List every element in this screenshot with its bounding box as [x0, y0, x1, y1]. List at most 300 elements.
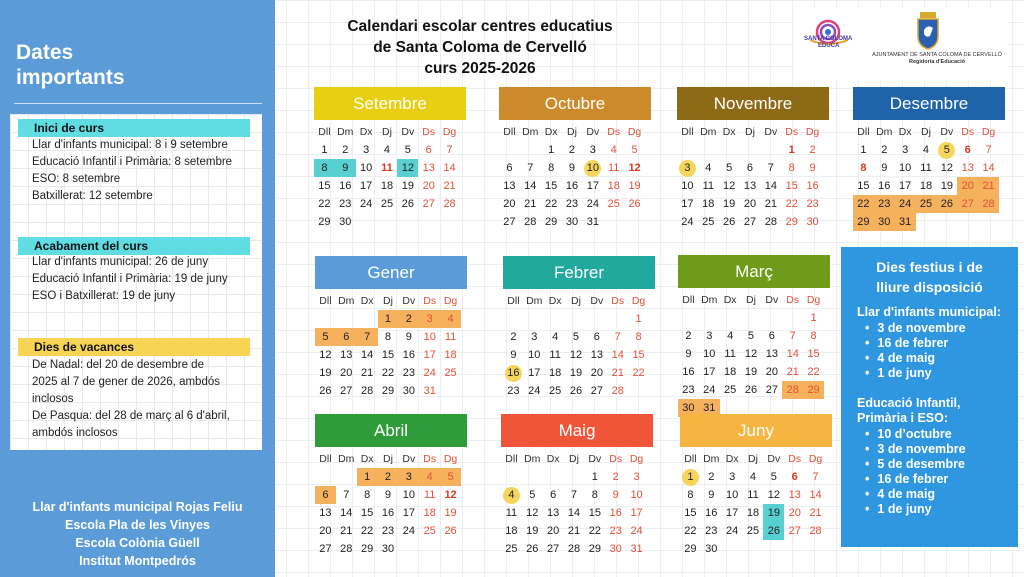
month-header: Febrer: [503, 256, 655, 289]
day-cell: 17: [586, 180, 599, 192]
day-cell: 31: [699, 399, 720, 417]
empty-cell: [678, 309, 699, 327]
festius-group-title: Educació Infantil,: [857, 396, 961, 410]
month-calendar: [315, 256, 467, 400]
day-cell: 7: [446, 144, 453, 156]
day-cell: 2: [708, 471, 715, 483]
day-cell: 26: [936, 195, 957, 213]
weekday-label: Dg: [442, 126, 457, 138]
weekday-label: Dj: [383, 295, 393, 307]
day-cell: 21: [443, 180, 456, 192]
day-cell: 17: [726, 507, 739, 519]
day-cell: 18: [607, 180, 620, 192]
section-head-inici: Inici de curs: [18, 119, 250, 137]
day-cell: 12: [940, 162, 953, 174]
day-cell: 18: [549, 367, 562, 379]
day-cell: 6: [425, 144, 432, 156]
day-cell: 17: [423, 349, 436, 361]
day-cell: 9: [384, 489, 392, 501]
day-cell: 20: [319, 525, 332, 537]
day-cell: 21: [978, 177, 999, 195]
day-cell: 23: [682, 384, 695, 396]
day-cell: 2: [342, 144, 349, 156]
day-cell: 7: [570, 489, 578, 501]
weekday-label: Dx: [546, 453, 560, 465]
day-cell: 29: [785, 216, 798, 228]
day-cell: 18: [919, 180, 933, 192]
day-cell: 27: [590, 385, 603, 397]
day-cell: 15: [807, 348, 820, 360]
day-cell: 22: [853, 195, 874, 213]
weekday-label: Dg: [808, 453, 823, 465]
weekday-label: Dg: [443, 453, 458, 465]
day-cell: 19: [319, 367, 332, 379]
day-cell: 22: [632, 367, 645, 379]
weekday-label: Dx: [725, 453, 739, 465]
day-cell: 5: [770, 471, 777, 483]
weekday-label: Dm: [524, 453, 541, 465]
info-line: Educació Infantil i Primària: 19 de juny: [32, 273, 228, 285]
weekday-label: Dv: [767, 453, 781, 465]
day-cell: 31: [423, 385, 436, 397]
day-cell: 22: [588, 525, 601, 537]
day-cell: 9: [708, 489, 715, 501]
weekday-label: Dx: [723, 294, 737, 306]
weekday-label: Dj: [746, 294, 756, 306]
weekday-label: Dll: [857, 126, 870, 138]
day-cell: 12: [744, 348, 758, 360]
month-header: Març: [678, 255, 830, 288]
empty-cell: [503, 310, 524, 328]
day-cell: 8: [384, 331, 392, 343]
day-cell: 10: [423, 331, 436, 343]
day-cell: 13: [788, 489, 801, 501]
day-cell: 8: [687, 489, 694, 501]
day-cell: 30: [705, 543, 718, 555]
day-cell: 25: [916, 195, 937, 213]
day-cell: 11: [724, 348, 736, 360]
weekday-label: Ds: [423, 453, 437, 465]
weekday-label: Dll: [507, 295, 520, 307]
day-cell: 26: [628, 198, 641, 210]
weekday-label: Dv: [940, 126, 954, 138]
day-cell: 4: [749, 471, 757, 483]
day-cell: 30: [339, 216, 352, 228]
empty-cell: [719, 141, 740, 159]
month-calendar: [499, 87, 651, 231]
day-cell: 30: [381, 543, 395, 555]
weekday-label: Dg: [629, 453, 644, 465]
month-calendar: [314, 87, 466, 231]
weekday-label: Dj: [748, 453, 758, 465]
day-cell: 5: [404, 144, 411, 156]
day-cell: 8: [788, 162, 795, 174]
day-cell: 7: [789, 330, 796, 342]
day-cell: 4: [610, 144, 617, 156]
info-panel: [10, 114, 262, 450]
festius-group-title: Llar d'infants municipal:: [857, 305, 1001, 319]
day-cell: 2: [378, 468, 399, 486]
day-cell: 22: [381, 367, 395, 379]
day-cell: 20: [547, 525, 560, 537]
day-cell: 17: [528, 367, 541, 379]
day-cell: 19: [744, 366, 758, 378]
day-cell: 14: [982, 162, 995, 174]
day-cell: 6: [791, 471, 798, 483]
day-cell: 26: [723, 216, 736, 228]
day-cell: 18: [505, 525, 518, 537]
weekday-label: Dx: [544, 126, 558, 138]
day-cell: 28: [978, 195, 999, 213]
month-grid: [499, 123, 645, 231]
day-cell: 29: [588, 543, 601, 555]
empty-cell: [699, 309, 720, 327]
day-cell: 10: [681, 180, 694, 192]
weekday-label: Ds: [422, 126, 436, 138]
festius-item: • 1 de juny: [865, 366, 932, 381]
day-cell: 4: [419, 468, 440, 486]
month-grid: [677, 123, 823, 231]
day-cell: 12: [444, 489, 457, 501]
day-cell: 19: [628, 180, 641, 192]
important-dates-title: Dates importants: [16, 41, 125, 89]
day-cell: 29: [381, 385, 395, 397]
day-cell: 27: [503, 216, 516, 228]
day-cell: 9: [612, 489, 619, 501]
section-head-acabament: Acabament del curs: [18, 237, 250, 255]
day-cell: 20: [957, 177, 978, 195]
weekday-label: Dv: [401, 126, 415, 138]
month-header: Juny: [680, 414, 832, 447]
day-cell: 20: [422, 180, 435, 192]
day-cell: 20: [590, 367, 603, 379]
day-cell: 2: [809, 144, 816, 156]
day-cell: 25: [423, 525, 436, 537]
empty-cell: [524, 310, 545, 328]
page-title: Calendari escolar centres educatius de Santa Coloma de Cervelló curs 2025-2026: [347, 18, 613, 77]
weekday-label: Dm: [338, 295, 355, 307]
weekday-label: Dj: [382, 126, 392, 138]
day-cell: 31: [895, 213, 916, 231]
festius-item: • 4 de maig: [865, 351, 935, 366]
day-cell: 1: [860, 144, 867, 156]
day-cell: 23: [565, 198, 579, 210]
day-cell: 29: [545, 216, 558, 228]
day-cell: 10: [630, 489, 643, 501]
weekday-label: Dm: [526, 295, 543, 307]
day-cell: 22: [785, 198, 798, 210]
weekday-label: Dg: [627, 126, 642, 138]
day-cell: 4: [501, 486, 522, 504]
empty-cell: [336, 310, 357, 328]
day-cell: 22: [684, 525, 697, 537]
day-cell: 21: [764, 198, 777, 210]
day-cell: 19: [940, 180, 953, 192]
weekday-label: Dj: [383, 453, 393, 465]
day-cell: 28: [809, 525, 822, 537]
day-cell: 12: [628, 162, 641, 174]
day-cell: 29: [318, 216, 331, 228]
day-cell: 8: [314, 159, 335, 177]
weekday-label: Dm: [338, 453, 355, 465]
day-cell: 7: [614, 331, 621, 343]
day-cell: 9: [685, 348, 692, 360]
weekday-label: Ds: [961, 126, 975, 138]
weekday-label: Dj: [921, 126, 931, 138]
day-cell: 10: [360, 162, 373, 174]
festius-item: • 4 de maig: [865, 487, 935, 502]
day-cell: 22: [361, 525, 374, 537]
weekday-label: Dll: [681, 126, 694, 138]
day-cell: 11: [608, 162, 620, 174]
month-grid: [315, 292, 461, 400]
day-cell: 9: [809, 162, 816, 174]
weekday-label: Dm: [876, 126, 893, 138]
weekday-label: Dll: [503, 126, 516, 138]
day-cell: 14: [567, 507, 581, 519]
day-cell: 30: [678, 399, 699, 417]
day-cell: 23: [705, 525, 718, 537]
weekday-label: Dm: [337, 126, 354, 138]
day-cell: 26: [763, 522, 784, 540]
day-cell: 26: [401, 198, 414, 210]
day-cell: 14: [786, 348, 799, 360]
weekday-label: Dx: [722, 126, 736, 138]
day-cell: 10: [402, 489, 415, 501]
day-cell: 20: [788, 507, 801, 519]
day-cell: 10: [726, 489, 739, 501]
day-cell: 4: [552, 331, 559, 343]
info-line: ESO: 8 setembre: [32, 173, 121, 185]
info-line: De Nadal: del 20 de desembre de: [32, 359, 204, 371]
day-cell: 7: [357, 328, 378, 346]
day-cell: 15: [361, 507, 374, 519]
day-cell: 19: [569, 367, 583, 379]
day-cell: 21: [361, 367, 374, 379]
day-cell: 14: [340, 507, 353, 519]
month-header: Novembre: [677, 87, 829, 120]
day-cell: 13: [765, 348, 778, 360]
day-cell: 21: [567, 525, 581, 537]
day-cell: 7: [343, 489, 350, 501]
weekday-label: Dm: [703, 453, 720, 465]
day-cell: 10: [899, 162, 912, 174]
day-cell: 2: [881, 144, 888, 156]
day-cell: 13: [961, 162, 974, 174]
day-cell: 5: [529, 489, 536, 501]
empty-cell: [741, 309, 762, 327]
day-cell: 16: [609, 507, 622, 519]
day-cell: 27: [957, 195, 978, 213]
day-cell: 5: [936, 141, 957, 159]
empty-cell: [586, 310, 607, 328]
day-cell: 20: [743, 198, 757, 210]
day-cell: 8: [635, 331, 642, 343]
day-cell: 6: [746, 162, 754, 174]
day-cell: 15: [318, 180, 331, 192]
day-cell: 25: [607, 198, 620, 210]
day-cell: 24: [586, 198, 599, 210]
empty-cell: [315, 468, 336, 486]
day-cell: 8: [591, 489, 598, 501]
day-cell: 16: [878, 180, 891, 192]
day-cell: 17: [402, 507, 415, 519]
day-cell: 9: [405, 331, 412, 343]
day-cell: 9: [335, 159, 356, 177]
educa-logo-text: SANTA COLOMA EDUCA: [804, 36, 853, 49]
day-cell: 18: [380, 180, 394, 192]
empty-cell: [543, 468, 564, 486]
weekday-label: Dv: [764, 126, 778, 138]
school-name: Escola Pla de les Vinyes: [65, 518, 210, 532]
day-cell: 13: [547, 507, 560, 519]
day-cell: 26: [744, 384, 758, 396]
info-line: 2025 al 7 de gener de 2026, ambdós: [32, 376, 220, 388]
weekday-label: Dll: [505, 453, 518, 465]
day-cell: 3: [729, 471, 736, 483]
day-cell: 13: [590, 349, 603, 361]
day-cell: 2: [398, 310, 419, 328]
weekday-label: Dg: [806, 294, 821, 306]
school-name: Escola Colònia Güell: [75, 536, 200, 550]
weekday-label: Ds: [785, 126, 799, 138]
weekday-label: Dv: [402, 453, 416, 465]
day-cell: 1: [635, 313, 642, 325]
day-cell: 12: [526, 507, 539, 519]
day-cell: 30: [402, 385, 415, 397]
weekday-label: Ds: [788, 453, 802, 465]
day-cell: 3: [363, 144, 370, 156]
weekday-label: Dx: [359, 126, 373, 138]
day-cell: 25: [746, 525, 760, 537]
weekday-label: Dx: [548, 295, 562, 307]
day-cell: 26: [444, 525, 457, 537]
weekday-label: Dll: [684, 453, 697, 465]
day-cell: 23: [806, 198, 819, 210]
day-cell: 11: [381, 162, 393, 174]
day-cell: 2: [685, 330, 692, 342]
day-cell: 24: [528, 385, 541, 397]
info-line: Educació Infantil i Primària: 8 setembre: [32, 156, 233, 168]
weekday-label: Dj: [569, 453, 579, 465]
month-header: Desembre: [853, 87, 1005, 120]
empty-cell: [520, 141, 541, 159]
day-cell: 28: [611, 385, 624, 397]
weekday-label: Dll: [682, 294, 695, 306]
day-cell: 6: [593, 331, 600, 343]
day-cell: 25: [380, 198, 394, 210]
info-line: Batxillerat: 12 setembre: [32, 190, 153, 202]
month-header: Abril: [315, 414, 467, 447]
weekday-label: Ds: [609, 453, 623, 465]
month-grid: [501, 450, 647, 558]
month-calendar: [503, 256, 655, 400]
festius-item: • 10 d’octubre: [865, 427, 952, 442]
day-cell: 12: [569, 349, 583, 361]
empty-cell: [357, 310, 378, 328]
empty-cell: [564, 468, 585, 486]
day-cell: 15: [857, 180, 870, 192]
day-cell: 15: [588, 507, 601, 519]
day-cell: 27: [743, 216, 757, 228]
day-cell: 21: [809, 507, 822, 519]
festius-item: • 16 de febrer: [865, 472, 948, 487]
day-cell: 25: [444, 367, 457, 379]
month-calendar: [501, 414, 653, 558]
day-cell: 17: [703, 366, 716, 378]
day-cell: 30: [565, 216, 579, 228]
day-cell: 27: [340, 385, 353, 397]
day-cell: 28: [361, 385, 374, 397]
day-cell: 29: [853, 213, 874, 231]
day-cell: 27: [547, 543, 560, 555]
day-cell: 11: [505, 507, 518, 519]
month-calendar: [677, 87, 829, 231]
day-cell: 4: [383, 144, 391, 156]
day-cell: 8: [810, 330, 817, 342]
day-cell: 23: [507, 385, 520, 397]
festius-group-title: Primària i ESO:: [857, 411, 949, 425]
info-line: Llar d'infants municipal: 8 i 9 setembre: [32, 139, 228, 151]
weekday-label: Dj: [567, 126, 577, 138]
weekday-label: Dg: [981, 126, 996, 138]
month-grid: [678, 291, 824, 417]
empty-cell: [782, 309, 803, 327]
day-cell: 13: [422, 162, 435, 174]
day-cell: 24: [630, 525, 643, 537]
day-cell: 30: [874, 213, 895, 231]
day-cell: 5: [315, 328, 336, 346]
day-cell: 16: [565, 180, 579, 192]
weekday-label: Dm: [700, 126, 717, 138]
empty-cell: [501, 468, 522, 486]
day-cell: 1: [810, 312, 817, 324]
day-cell: 9: [510, 349, 517, 361]
day-cell: 5: [726, 162, 733, 174]
day-cell: 18: [702, 198, 715, 210]
day-cell: 13: [743, 180, 757, 192]
month-header: Octubre: [499, 87, 651, 120]
weekday-label: Dll: [319, 295, 332, 307]
weekday-label: Dx: [898, 126, 912, 138]
day-cell: 24: [360, 198, 373, 210]
day-cell: 6: [550, 489, 557, 501]
school-name: Llar d'infants municipal Rojas Feliu: [32, 500, 243, 514]
day-cell: 28: [340, 543, 353, 555]
day-cell: 15: [545, 180, 558, 192]
day-cell: 14: [764, 180, 777, 192]
day-cell: 2: [568, 144, 576, 156]
day-cell: 6: [506, 162, 513, 174]
weekday-label: Dv: [590, 295, 604, 307]
day-cell: 13: [503, 180, 516, 192]
day-cell: 25: [724, 384, 737, 396]
month-calendar: [315, 414, 467, 558]
weekday-label: Dg: [805, 126, 820, 138]
weekday-label: Dv: [402, 295, 416, 307]
day-cell: 13: [319, 507, 332, 519]
day-cell: 25: [549, 385, 562, 397]
day-cell: 18: [423, 507, 436, 519]
day-cell: 21: [611, 367, 624, 379]
day-cell: 10: [582, 159, 603, 177]
empty-cell: [698, 141, 719, 159]
day-cell: 6: [768, 330, 775, 342]
day-cell: 6: [315, 486, 336, 504]
day-cell: 4: [922, 144, 930, 156]
ajuntament-text: AJUNTAMENT DE SANTA COLOMA DE CERVELLÓ Regidoria d'Educació: [872, 52, 1002, 65]
weekday-label: Dm: [701, 294, 718, 306]
